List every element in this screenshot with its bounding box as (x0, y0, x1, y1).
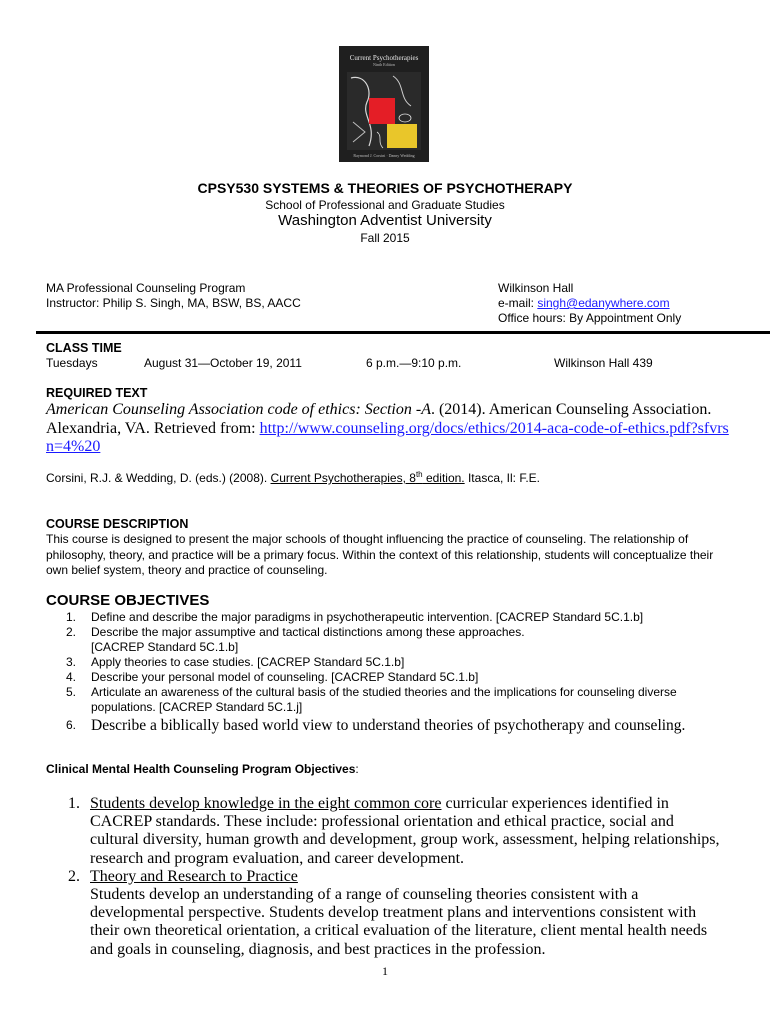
objective-text: Apply theories to case studies. [CACREP Standard 5C.1.b] (91, 655, 405, 669)
office-location: Wilkinson Hall (498, 281, 574, 295)
cmh-objectives-list (46, 795, 726, 959)
objective-item (46, 716, 736, 735)
objective-number: 4. (66, 670, 77, 684)
office-hours: Office hours: By Appointment Only (498, 311, 682, 325)
term: Fall 2015 (360, 231, 410, 245)
program-name: MA Professional Counseling Program (46, 281, 246, 295)
class-day: Tuesdays (46, 356, 98, 370)
course-objectives-heading: COURSE OBJECTIVES (46, 592, 210, 609)
aca-ethics-link[interactable]: http://www.counseling.org/docs/ethics/2014-aca-code-of-ethics.pdf?sfvrsn=4%20 (46, 419, 729, 455)
cmh-objective-lead: Theory and Research to Practice (90, 867, 298, 885)
class-dates: August 31—October 19, 2011 (144, 356, 302, 370)
course-objectives-list (46, 610, 736, 735)
objective-number: 3. (66, 655, 77, 669)
objective-number: 5. (66, 685, 77, 699)
reference-corsini-title-text: Current Psychotherapies, 8 (270, 471, 416, 485)
school-name: School of Professional and Graduate Studies (265, 198, 505, 212)
class-room: Wilkinson Hall 439 (554, 356, 653, 370)
course-description-text: This course is designed to present the major schools of thought influencing the practice of counseling. The relationship of philosophy, theory, and practice will be a primary focus. Within the context of this relationship, students will conceptualize their own belief system, theory and practice of counseling. (46, 532, 714, 577)
cover-title: Current Psychotherapies (349, 54, 419, 62)
objective-text: Describe a biblically based world view to understand theories of psychotherapy and counseling. (91, 717, 686, 734)
page-number: 1 (382, 964, 388, 978)
cmh-objective-item (46, 868, 726, 959)
cmh-objective-lead: Students develop knowledge in the eight common core (90, 795, 442, 812)
reference-corsini (46, 470, 540, 485)
cmh-objective-number: 1. (68, 795, 80, 812)
class-time-heading: CLASS TIME (46, 341, 122, 355)
reference-aca-ethics (46, 401, 736, 457)
objective-text: Articulate an awareness of the cultural basis of the studied theories and the implications for counseling diverse populations. [CACREP Standard 5C.1.j] (91, 685, 677, 714)
objective-item (46, 625, 541, 655)
course-title: CPSY530 SYSTEMS & THEORIES OF PSYCHOTHERAPY (197, 180, 573, 196)
cover-edition: Ninth Edition (373, 62, 395, 67)
required-text-heading: REQUIRED TEXT (46, 386, 148, 400)
book-cover-image (339, 46, 429, 162)
reference-corsini-publisher: Itasca, Il: F.E. (464, 471, 540, 485)
objective-text: Describe the major assumptive and tactical distinctions among these approaches. [CACREP Standard 5C.1.b] (91, 625, 525, 654)
cmh-objective-text: curricular experiences identified in CACREP standards. These include: professional orientation and ethical practice, social and cultural diversity, human growth and development, group work, assessment, helping relationships, research and program evaluation, and career development. (90, 795, 720, 867)
cmh-heading-line (46, 762, 359, 776)
cmh-objective-text: Students develop an understanding of a range of counseling theories consistent with a developmental perspective. Students develop treatment plans and interventions consistent with their own theoretical orientation, a critical evaluation of the literature, client mental health needs and goals in counseling, diagnosis, and best practices in the profession. (90, 886, 708, 958)
instructor: Instructor: Philip S. Singh, MA, BSW, BS, AACC (46, 296, 301, 310)
section-divider (36, 331, 770, 334)
objective-item (46, 670, 736, 685)
objective-number: 6. (66, 718, 77, 732)
cmh-heading: Clinical Mental Health Counseling Program Objectives (46, 762, 356, 776)
reference-corsini-sup: th (415, 470, 423, 479)
course-description-heading: COURSE DESCRIPTION (46, 517, 189, 531)
email-line (498, 296, 670, 310)
objective-text: Describe your personal model of counseling. [CACREP Standard 5C.1.b] (91, 670, 479, 684)
objective-text: Define and describe the major paradigms in psychotherapeutic intervention. [CACREP Standard 5C.1.b] (91, 610, 644, 624)
cmh-objective-item (46, 795, 726, 868)
university-name: Washington Adventist University (278, 212, 492, 229)
cover-authors: Raymond J. Corsini · Danny Wedding (353, 153, 415, 158)
objective-item (46, 685, 736, 715)
cmh-objective-number: 2. (68, 867, 80, 885)
reference-corsini-title-end: edition. (422, 471, 465, 485)
reference-corsini-title (271, 471, 465, 485)
objective-item (46, 610, 736, 625)
reference-aca-title: American Counseling Association code of ethics: Section -A (46, 401, 431, 418)
objective-number: 2. (66, 625, 77, 639)
email-link[interactable]: singh@edanywhere.com (537, 296, 670, 310)
objective-number: 1. (66, 610, 77, 624)
cover-artwork (347, 72, 421, 150)
objective-item (46, 655, 736, 670)
reference-corsini-authors: Corsini, R.J. & Wedding, D. (eds.) (2008). (46, 471, 271, 485)
email-label: e-mail: (498, 296, 538, 310)
reference-aca-details: . (2014). American Counseling Association. Alexandria, VA. Retrieved from: (46, 401, 712, 437)
cmh-heading-colon: : (355, 762, 359, 776)
class-hours: 6 p.m.—9:10 p.m. (366, 356, 462, 370)
